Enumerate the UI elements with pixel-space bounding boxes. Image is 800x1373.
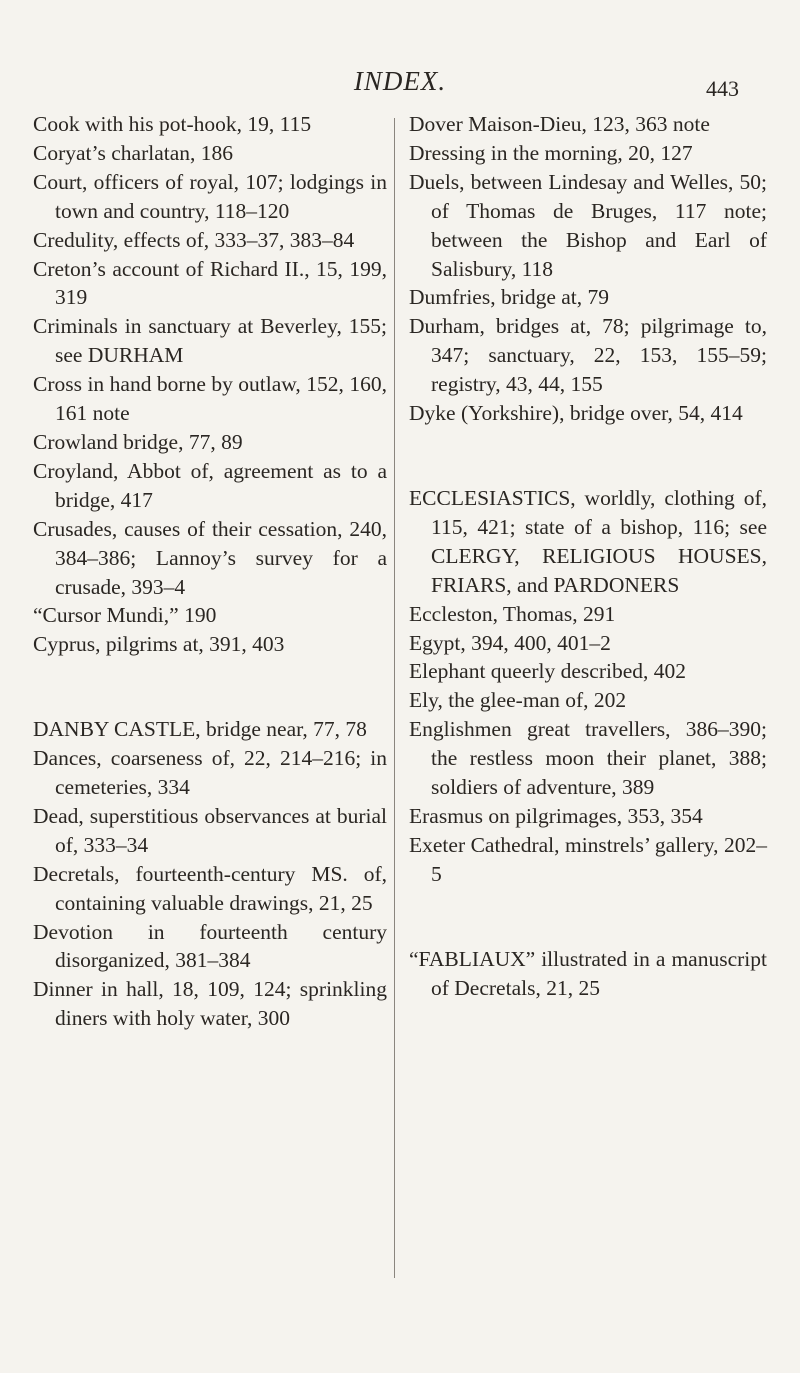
index-entry: Decretals, fourteenth-century MS. of, containing valuable drawings, 21, 25 xyxy=(33,861,387,915)
index-entry: Erasmus on pilgrimages, 353, 354 xyxy=(409,803,703,828)
index-entry: Ely, the glee-man of, 202 xyxy=(409,688,627,713)
index-entry: Elephant queerly described, 402 xyxy=(409,659,687,684)
index-entry: Eccleston, Thomas, 291 xyxy=(409,601,616,626)
index-entry: Durham, bridges at, 78; pilgrimage to, 347; sanctuary, 22, 153, 155–59; registry, 43, 44, 155 xyxy=(409,314,767,397)
index-entry: Exeter Cathedral, minstrels’ gallery, 202–5 xyxy=(409,832,767,886)
index-entry: Dover Maison-Dieu, 123, 363 note xyxy=(409,112,710,136)
index-entry: Cook with his pot-hook, 19, 115 xyxy=(33,112,312,136)
index-entry: DANBY CASTLE, bridge near, 77, 78 xyxy=(33,717,367,742)
index-entry: Egypt, 394, 400, 401–2 xyxy=(409,630,611,655)
index-entry: Crusades, causes of their cessation, 240, 384–386; Lannoy’s survey for a crusade, 393–4 xyxy=(33,516,387,599)
running-title: INDEX. xyxy=(353,66,447,96)
index-entry: “FABLIAUX” illustrated in a manuscript of Decretals, 21, 25 xyxy=(409,946,767,1000)
index-entry: Creton’s account of Richard II., 15, 199, 319 xyxy=(33,256,387,310)
index-entry: Croyland, Abbot of, agreement as to a bridge, 417 xyxy=(33,458,387,512)
left-column xyxy=(33,110,387,1033)
right-column xyxy=(409,110,767,1002)
index-entry: Dressing in the morning, 20, 127 xyxy=(409,140,693,165)
index-entry: Coryat’s charlatan, 186 xyxy=(33,140,234,165)
index-entry: Dances, coarseness of, 22, 214–216; in cemeteries, 334 xyxy=(33,746,387,800)
index-entry: Englishmen great travellers, 386–390; the restless moon their planet, 388; soldiers of adventure, 389 xyxy=(409,717,767,800)
index-entry: Cyprus, pilgrims at, 391, 403 xyxy=(33,632,285,657)
index-entry: Criminals in sanctuary at Beverley, 155; see DURHAM xyxy=(33,314,387,368)
index-entry: Devotion in fourteenth century disorganized, 381–384 xyxy=(33,919,387,973)
index-entry: Dyke (Yorkshire), bridge over, 54, 414 xyxy=(409,401,743,426)
index-entry: Court, officers of royal, 107; lodgings in town and country, 118–120 xyxy=(33,169,387,223)
index-entry: Credulity, effects of, 333–37, 383–84 xyxy=(33,227,355,252)
index-entry: Duels, between Lindesay and Welles, 50; of Thomas de Bruges, 117 note; between the Bishop and Earl of Salisbury, 118 xyxy=(409,169,767,281)
index-entry: “Cursor Mundi,” 190 xyxy=(33,603,217,628)
index-entry: Dead, superstitious observances at burial of, 333–34 xyxy=(33,803,387,857)
index-entry: Crowland bridge, 77, 89 xyxy=(33,429,243,454)
index-entry: Dinner in hall, 18, 109, 124; sprinkling diners with holy water, 300 xyxy=(33,977,387,1031)
column-divider xyxy=(394,118,395,1278)
index-entry: Dumfries, bridge at, 79 xyxy=(409,285,610,310)
index-entry: ECCLESIASTICS, worldly, clothing of, 115, 421; state of a bishop, 116; see CLERGY, RELIGIOUS HOUSES, FRIARS, and PARDONERS xyxy=(409,485,767,597)
page-number: 443 xyxy=(706,76,739,101)
index-entry: Cross in hand borne by outlaw, 152, 160, 161 note xyxy=(33,372,387,426)
